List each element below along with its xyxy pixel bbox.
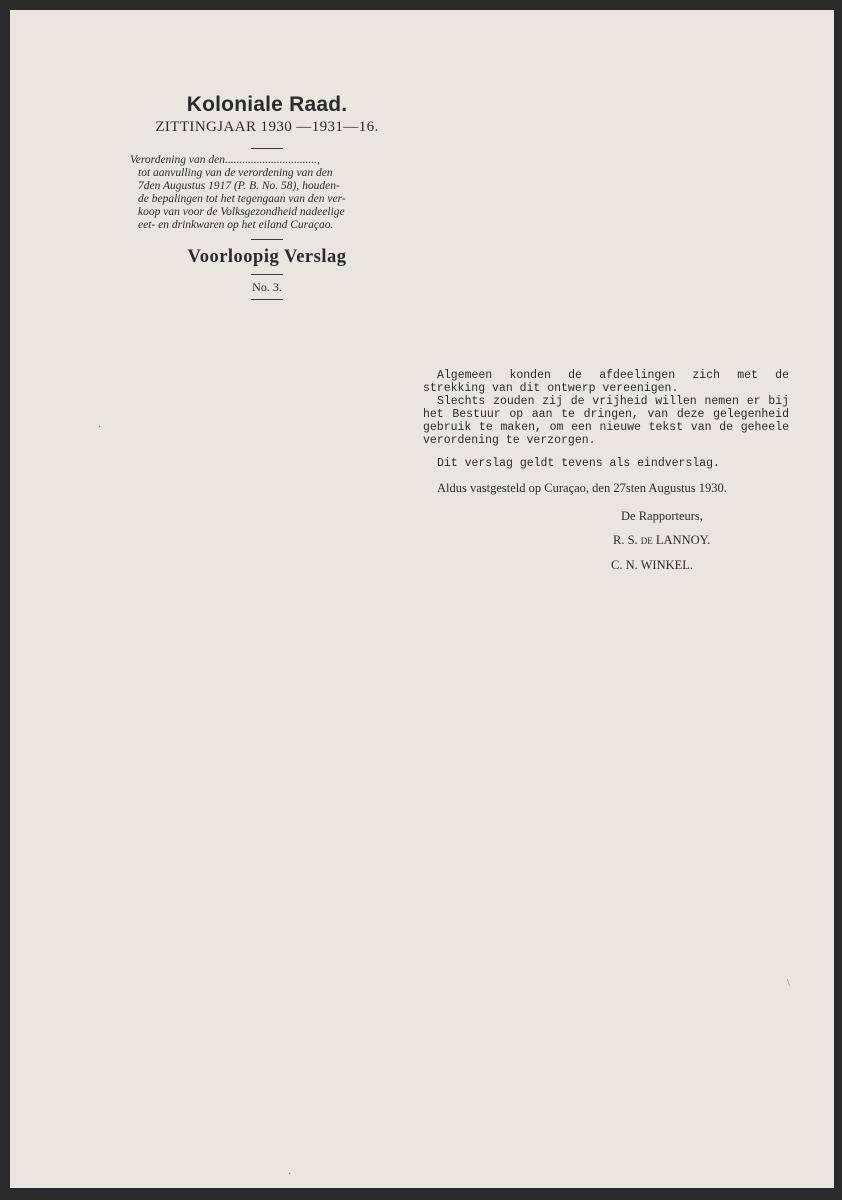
ordinance-line: koop van voor de Volksgezondheid nadeelige [138, 206, 345, 218]
ordinance-line: Verordening van den................................, [130, 154, 320, 166]
divider [251, 274, 283, 275]
paper-speck: \ [787, 978, 790, 989]
ordinance-line: eet- en drinkwaren op het eiland Curaçao. [138, 219, 334, 231]
signatures-heading: De Rapporteurs, [621, 509, 703, 523]
document-page [10, 10, 834, 1188]
paragraph: Slechts zouden zij de vrijheid willen nemen er bij het Bestuur op aan te dringen, van deze gelegenheid gebruik te maken, om een nieuwe tekst van de geheele verordening te verzorgen. [423, 395, 789, 447]
ordinance-line: de bepalingen tot het tegengaan van den ver- [138, 193, 346, 205]
ordinance-line: tot aanvulling van de verordening van den [138, 167, 333, 179]
signer-1-particle: de [640, 533, 653, 547]
report-title: Voorloopig Verslag [187, 247, 347, 267]
session-year: ZITTINGJAAR 1930 —1931—16. [155, 119, 379, 135]
signer-1-surname: LANNOY. [655, 533, 711, 547]
report-number: No. 3. [252, 280, 282, 294]
paper-speck: · [98, 422, 102, 433]
ordinance-description [128, 154, 406, 232]
paper-speck: · [288, 1169, 292, 1180]
divider [251, 239, 283, 240]
paragraph: Algemeen konden de afdeelingen zich met de strekking van dit ontwerp vereenigen. [423, 369, 789, 395]
divider [251, 148, 283, 149]
council-title: Koloniale Raad. [186, 93, 348, 116]
report-body [423, 369, 789, 495]
document-header [128, 92, 406, 300]
closing-line: Aldus vastgesteld op Curaçao, den 27sten Augustus 1930. [437, 481, 727, 495]
ordinance-line: 7den Augustus 1917 (P. B. No. 58), houden- [138, 180, 340, 192]
signer-1-initials: R. S. [613, 533, 638, 547]
signer-1 [613, 533, 710, 548]
paragraph: Dit verslag geldt tevens als eindverslag. [437, 457, 720, 470]
divider [251, 299, 283, 300]
signer-2: C. N. WINKEL. [611, 558, 694, 572]
